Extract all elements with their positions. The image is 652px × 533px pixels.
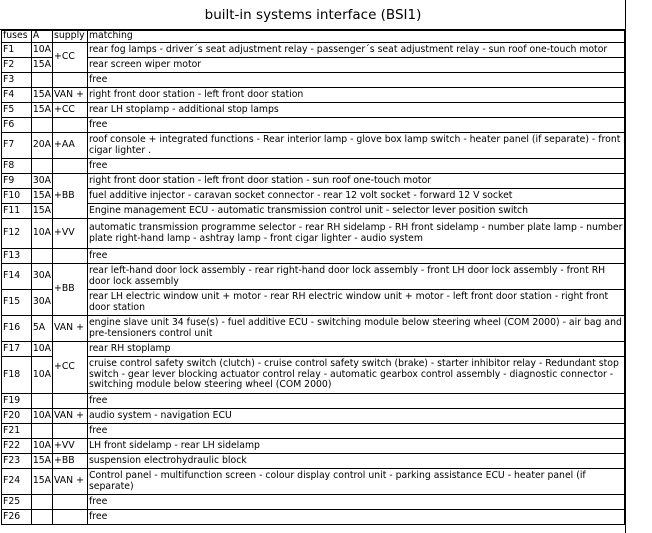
fuse-matching: Engine management ECU - automatic transmission control unit - selector lever position switch xyxy=(87,204,624,219)
fuse-id: F22 xyxy=(2,439,32,454)
fuse-amps: 20A xyxy=(31,133,52,159)
table-row xyxy=(2,424,625,439)
table-row xyxy=(2,264,625,290)
fuse-supply xyxy=(53,249,88,264)
fuse-matching: free xyxy=(87,118,624,133)
table-row xyxy=(2,58,625,73)
table-row xyxy=(2,394,625,409)
fuse-supply xyxy=(53,424,88,439)
fuse-id: F3 xyxy=(2,73,32,88)
fuse-id: F16 xyxy=(2,316,32,342)
table-row xyxy=(2,103,625,118)
fuse-amps: 10A xyxy=(31,439,52,454)
fuse-matching: fuel additive injector - caravan socket connector - rear 12 volt socket - forward 12 V socket xyxy=(87,189,624,204)
table-row xyxy=(2,219,625,249)
fuse-matching: LH front sidelamp - rear LH sidelamp xyxy=(87,439,624,454)
fuse-id: F11 xyxy=(2,204,32,219)
fuse-amps: 30A xyxy=(31,290,52,316)
fuse-id: F6 xyxy=(2,118,32,133)
table-row xyxy=(2,204,625,219)
fuse-amps: 15A xyxy=(31,204,52,219)
fuse-id: F13 xyxy=(2,249,32,264)
fuse-id: F2 xyxy=(2,58,32,73)
table-row xyxy=(2,439,625,454)
fuse-id: F18 xyxy=(2,357,32,394)
table-row xyxy=(2,133,625,159)
fuse-supply: +AA xyxy=(53,133,88,159)
fuse-matching: audio system - navigation ECU xyxy=(87,409,624,424)
fuse-id: F7 xyxy=(2,133,32,159)
header-fuses: fuses xyxy=(2,31,32,43)
fuse-supply: +BB xyxy=(53,454,88,469)
table-row xyxy=(2,88,625,103)
table-row xyxy=(2,43,625,58)
fuse-supply: +BB xyxy=(53,264,88,316)
fuse-id: F8 xyxy=(2,159,32,174)
fuse-matching: free xyxy=(87,249,624,264)
table-row xyxy=(2,357,625,394)
header-supply: supply xyxy=(53,31,88,43)
fuse-matching: engine slave unit 34 fuse(s) - fuel additive ECU - switching module below steering wheel (COM 2000) - air bag and pre-tensioners control unit xyxy=(87,316,624,342)
header-amps: A xyxy=(31,31,52,43)
fuse-matching: right front door station - left front door station xyxy=(87,88,624,103)
fuse-matching: cruise control safety switch (clutch) - cruise control safety switch (brake) - starter inhibitor relay - Redundant stop switch - gear lever blocking actuator control relay - automatic gearbox control assembly - diagnostic connector - switching module below steering wheel (COM 2000) xyxy=(87,357,624,394)
fuse-amps: 15A xyxy=(31,58,52,73)
fuse-matching: free xyxy=(87,424,624,439)
fuse-amps xyxy=(31,118,52,133)
fuse-supply xyxy=(53,495,88,510)
table-row xyxy=(2,409,625,424)
fuse-id: F9 xyxy=(2,174,32,189)
fuse-matching: free xyxy=(87,394,624,409)
fuse-id: F17 xyxy=(2,342,32,357)
fuse-amps: 15A xyxy=(31,88,52,103)
table-row xyxy=(2,159,625,174)
fuse-supply: +CC xyxy=(53,342,88,394)
fuse-supply: +VV xyxy=(53,439,88,454)
fuse-id: F26 xyxy=(2,510,32,525)
fuse-matching: free xyxy=(87,159,624,174)
table-row xyxy=(2,174,625,189)
table-row xyxy=(2,189,625,204)
fuse-amps: 10A xyxy=(31,342,52,357)
fuse-amps xyxy=(31,159,52,174)
fuse-id: F14 xyxy=(2,264,32,290)
fuse-id: F19 xyxy=(2,394,32,409)
fuse-supply: +VV xyxy=(53,219,88,249)
fuse-matching: automatic transmission programme selector - rear RH sidelamp - RH front sidelamp - number plate lamp - number plate right-hand lamp - ashtray lamp - front cigar lighter - audio system xyxy=(87,219,624,249)
table-row xyxy=(2,316,625,342)
fuse-supply: +CC xyxy=(53,43,88,73)
table-header-row xyxy=(2,31,625,43)
fuse-amps: 15A xyxy=(31,189,52,204)
fuse-id: F15 xyxy=(2,290,32,316)
fuse-supply: VAN + xyxy=(53,469,88,495)
fuse-amps: 15A xyxy=(31,469,52,495)
fuse-id: F23 xyxy=(2,454,32,469)
fuse-amps: 30A xyxy=(31,174,52,189)
fuse-id: F21 xyxy=(2,424,32,439)
fuse-amps xyxy=(31,510,52,525)
page-title: built-in systems interface (BSI1) xyxy=(0,0,626,30)
fuse-supply xyxy=(53,394,88,409)
fuse-id: F1 xyxy=(2,43,32,58)
fuse-supply: VAN + xyxy=(53,88,88,103)
table-row xyxy=(2,118,625,133)
fuse-matching: rear fog lamps - driver´s seat adjustment relay - passenger´s seat adjustment relay - sun roof one-touch motor xyxy=(87,43,624,58)
table-row xyxy=(2,290,625,316)
fuse-amps: 10A xyxy=(31,219,52,249)
fuse-matching: rear screen wiper motor xyxy=(87,58,624,73)
fuse-supply xyxy=(53,510,88,525)
fuse-amps: 10A xyxy=(31,357,52,394)
header-matching: matching xyxy=(87,31,624,43)
fuse-id: F4 xyxy=(2,88,32,103)
fuse-amps xyxy=(31,73,52,88)
fuse-supply: VAN + xyxy=(53,316,88,342)
fuse-matching: roof console + integrated functions - Rear interior lamp - glove box lamp switch - heater panel (if separate) - front cigar lighter . xyxy=(87,133,624,159)
fuse-id: F5 xyxy=(2,103,32,118)
fuse-amps: 10A xyxy=(31,43,52,58)
fuse-matching: Control panel - multifunction screen - colour display control unit - parking assistance ECU - heater panel (if separate) xyxy=(87,469,624,495)
fuse-supply xyxy=(53,73,88,88)
fuse-matching: suspension electrohydraulic block xyxy=(87,454,624,469)
fuse-amps xyxy=(31,424,52,439)
fuse-amps xyxy=(31,249,52,264)
table-row xyxy=(2,73,625,88)
fuse-matching: free xyxy=(87,73,624,88)
fuse-matching: free xyxy=(87,510,624,525)
fuse-amps xyxy=(31,394,52,409)
fuse-id: F25 xyxy=(2,495,32,510)
fuse-matching: rear RH stoplamp xyxy=(87,342,624,357)
fuse-amps: 30A xyxy=(31,264,52,290)
fuse-supply xyxy=(53,159,88,174)
fuse-amps: 15A xyxy=(31,103,52,118)
fuse-amps: 15A xyxy=(31,454,52,469)
fuse-matching: rear left-hand door lock assembly - rear right-hand door lock assembly - front LH door lock assembly - front RH door lock assembly xyxy=(87,264,624,290)
fuse-amps: 10A xyxy=(31,409,52,424)
fuse-id: F20 xyxy=(2,409,32,424)
fuse-table xyxy=(1,30,625,525)
table-row xyxy=(2,469,625,495)
fuse-supply xyxy=(53,118,88,133)
table-row xyxy=(2,342,625,357)
fuse-supply: +CC xyxy=(53,103,88,118)
fuse-id: F10 xyxy=(2,189,32,204)
table-row xyxy=(2,454,625,469)
fuse-supply: VAN + xyxy=(53,409,88,424)
table-row xyxy=(2,249,625,264)
fuse-supply: +BB xyxy=(53,174,88,219)
fuse-id: F24 xyxy=(2,469,32,495)
fuse-amps xyxy=(31,495,52,510)
table-row xyxy=(2,495,625,510)
fuse-matching: rear LH stoplamp - additional stop lamps xyxy=(87,103,624,118)
table-row xyxy=(2,510,625,525)
fuse-matching: right front door station - left front door station - sun roof one-touch motor xyxy=(87,174,624,189)
fuse-amps: 5A xyxy=(31,316,52,342)
fuse-id: F12 xyxy=(2,219,32,249)
fuse-matching: free xyxy=(87,495,624,510)
fuse-matching: rear LH electric window unit + motor - rear RH electric window unit + motor - left front door station - right front door station xyxy=(87,290,624,316)
